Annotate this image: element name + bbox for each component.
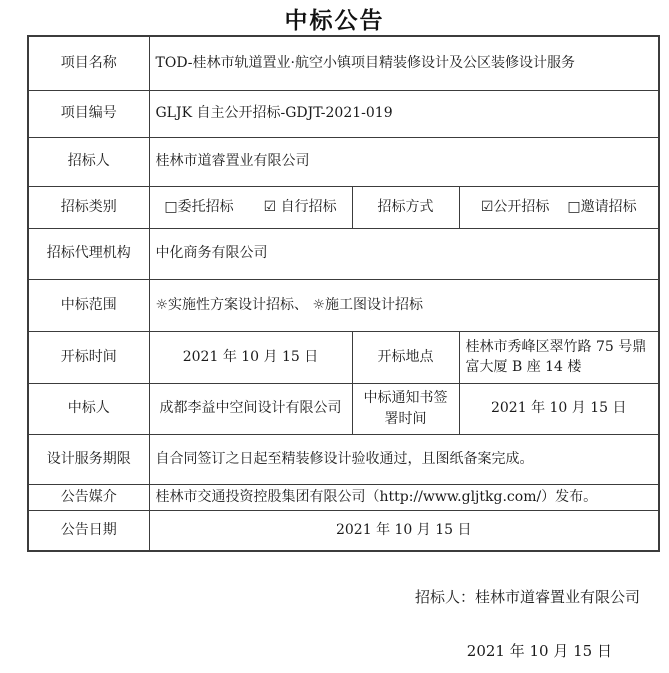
table-row-announce-date [28,510,659,551]
scope-label: 中标范围 [28,279,149,331]
bid-opening-place-value: 桂林市秀峰区翠竹路 75 号鼎富大厦 B 座 14 楼 [459,331,659,383]
winner-name: 成都李益中空间设计有限公司 [149,383,352,434]
service-period-value: 自合同签订之日起至精装修设计验收通过，且图纸备案完成。 [149,434,659,484]
agency-value: 中化商务有限公司 [149,228,659,279]
project-number-value: GLJK 自主公开招标-GDJT-2021-019 [149,90,659,137]
service-period-label: 设计服务期限 [28,434,149,484]
tenderer-label: 招标人 [28,137,149,186]
footer-signer: 招标人：桂林市道睿置业有限公司 [414,588,640,606]
table-row-tender-category [28,186,659,228]
footer-date: 2021 年 10 月 15 日 [466,642,612,660]
table-row-project-number [28,90,659,137]
table-row-service-period [28,434,659,484]
checkbox-entrusted-tender: □委托招标 [164,198,234,215]
tender-category-label: 招标类别 [28,186,149,228]
table-row-scope [28,279,659,331]
checkbox-open-tender: ☑公开招标 [480,198,550,215]
table-row-project-name [28,36,659,90]
bid-opening-time-value: 2021 年 10 月 15 日 [149,331,352,383]
tender-method-options [459,186,659,228]
checkbox-invited-tender: □邀请招标 [567,198,637,215]
tender-category-options [149,186,352,228]
scope-value: ☼实施性方案设计招标、 ☼施工图设计招标 [149,279,659,331]
page-title: 中标公告 [284,7,385,34]
media-value: 桂林市交通投资控股集团有限公司（http://www.gljtkg.com/）发布。 [149,484,659,510]
announce-date-value: 2021 年 10 月 15 日 [149,510,659,551]
winner-label: 中标人 [28,383,149,434]
winner-notice-date: 2021 年 10 月 15 日 [459,383,659,434]
table-row-agency [28,228,659,279]
media-label: 公告媒介 [28,484,149,510]
table-row-tenderer [28,137,659,186]
table-row-bid-opening [28,331,659,383]
announce-date-label: 公告日期 [28,510,149,551]
winner-notice-label: 中标通知书签署时间 [352,383,459,434]
checkbox-self-tender: ☑ 自行招标 [263,198,337,215]
project-name-label: 项目名称 [28,36,149,90]
bid-opening-time-label: 开标时间 [28,331,149,383]
project-number-label: 项目编号 [28,90,149,137]
tender-method-label: 招标方式 [352,186,459,228]
tenderer-value: 桂林市道睿置业有限公司 [149,137,659,186]
project-name-value: TOD-桂林市轨道置业·航空小镇项目精装修设计及公区装修设计服务 [149,36,659,90]
table-row-winner [28,383,659,434]
bid-announcement-table [27,35,660,552]
table-row-media [28,484,659,510]
agency-label: 招标代理机构 [28,228,149,279]
bid-opening-place-label: 开标地点 [352,331,459,383]
